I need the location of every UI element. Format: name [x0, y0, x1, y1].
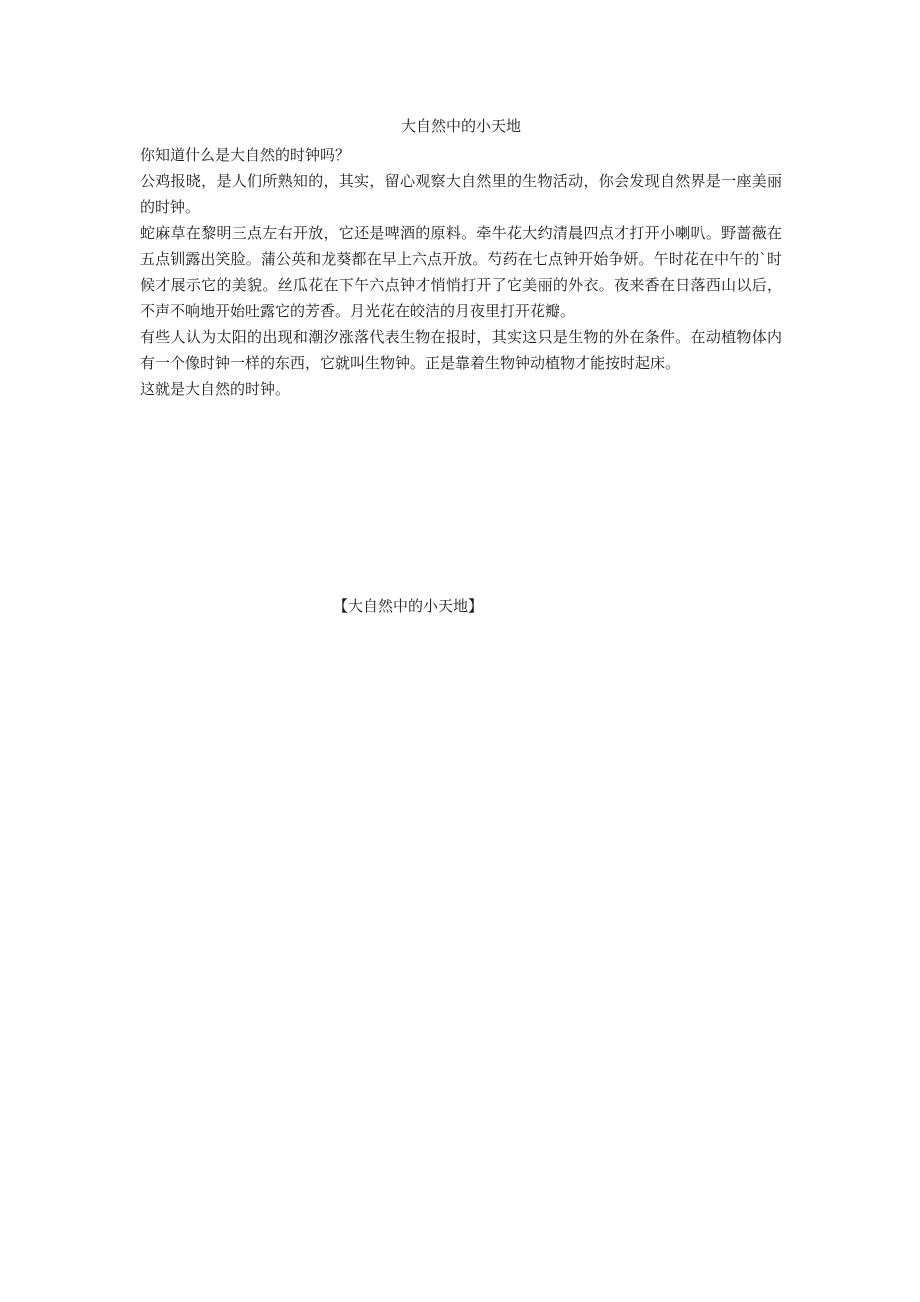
footer-title: 【大自然中的小天地】 — [333, 597, 484, 615]
paragraph-flowers: 蛇麻草在黎明三点左右开放，它还是啤酒的原料。牵牛花大约清晨四点才打开小喇叭。野蔷薇在五点钏露出笑脸。蒲公英和龙葵都在早上六点开放。芍药在七点钟开始争妍。午时花在中午的`时候才展示它的美貌。丝瓜花在下午六点钟才悄悄打开了它美丽的外衣。夜来香在日落西山以后，不声不响地开始吐露它的芳香。月光花在皎洁的月夜里打开花瓣。 — [140, 224, 782, 320]
paragraph-biological-clock: 有些人认为太阳的出现和潮汐涨落代表生物在报时，其实这只是生物的外在条件。在动植物体内有一个像时钟一样的东西，它就叫生物钟。正是靠着生物钟动植物才能按时起床。 — [140, 328, 782, 372]
document-title: 大自然中的小天地 — [400, 117, 521, 135]
document-body — [140, 112, 782, 402]
intro-question: 你知道什么是大自然的时钟吗？ — [140, 146, 351, 164]
paragraph-conclusion: 这就是大自然的时钟。 — [140, 380, 291, 398]
paragraph-rooster: 公鸡报晓，是人们所熟知的，其实，留心观察大自然里的生物活动，你会发现自然界是一座美丽的时钟。 — [140, 172, 782, 216]
